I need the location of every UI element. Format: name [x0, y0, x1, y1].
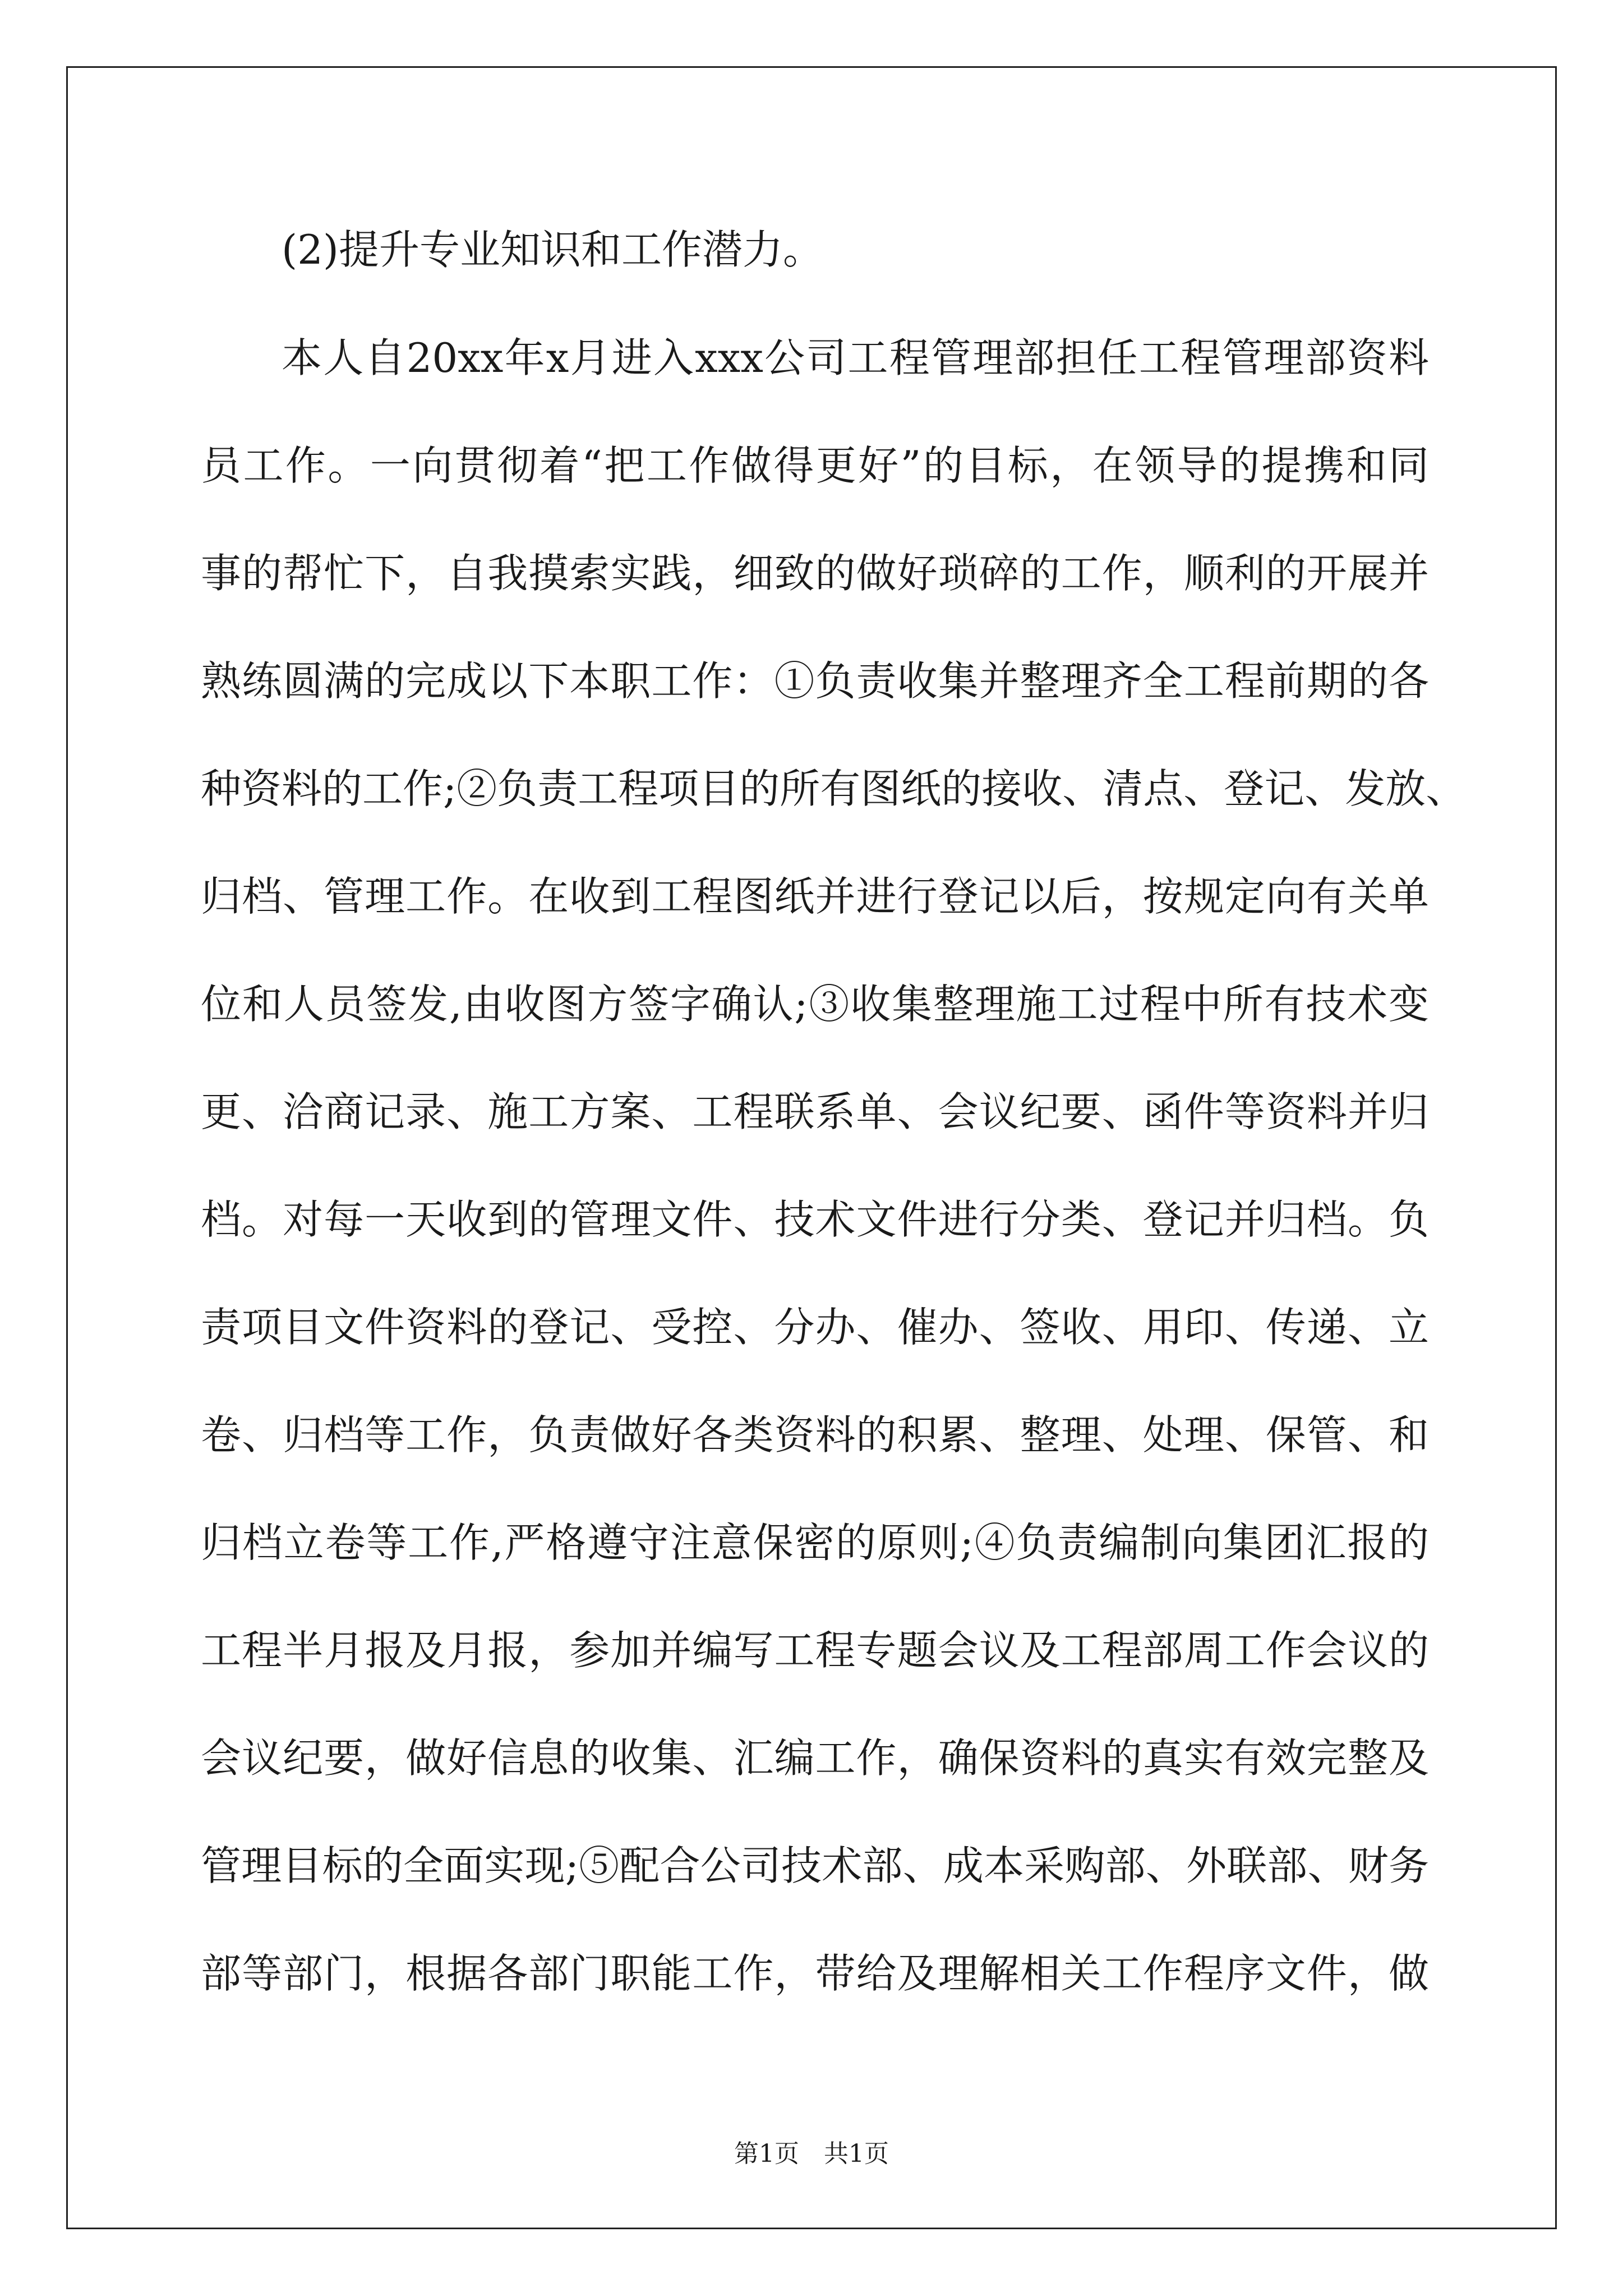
paragraph-line: 卷、归档等工作，负责做好各类资料的积累、整理、处理、保管、和 — [201, 1411, 1429, 1458]
paragraph-line: 事的帮忙下，自我摸索实践，细致的做好琐碎的工作，顺利的开展并 — [201, 550, 1429, 597]
paragraph-line: 员工作。一向贯彻着“把工作做得更好”的目标，在领导的提携和同 — [201, 442, 1429, 489]
paragraph-line: 更、洽商记录、施工方案、工程联系单、会议纪要、函件等资料并归 — [201, 1088, 1429, 1135]
paragraph-line: 责项目文件资料的登记、受控、分办、催办、签收、用印、传递、立 — [201, 1304, 1429, 1351]
page-border — [66, 66, 1557, 2229]
paragraph-line: 本人自20xx年x月进入xxx公司工程管理部担任工程管理部资料 — [282, 334, 1429, 381]
paragraph-line: 部等部门，根据各部门职能工作，带给及理解相关工作程序文件，做 — [201, 1950, 1429, 1997]
paragraph-line: 归档、管理工作。在收到工程图纸并进行登记以后，按规定向有关单 — [201, 873, 1429, 920]
paragraph-line: 种资料的工作;②负责工程项目的所有图纸的接收、清点、登记、发放、 — [201, 765, 1467, 812]
paragraph-line: 工程半月报及月报，参加并编写工程专题会议及工程部周工作会议的 — [201, 1627, 1429, 1674]
section-heading: (2)提升专业知识和工作潜力。 — [282, 226, 823, 273]
paragraph-line: 熟练圆满的完成以下本职工作：①负责收集并整理齐全工程前期的各 — [201, 657, 1429, 705]
page-footer: 第1页 共1页 — [734, 2139, 889, 2168]
paragraph-line: 位和人员签发,由收图方签字确认;③收集整理施工过程中所有技术变 — [201, 981, 1429, 1028]
paragraph-line: 会议纪要，做好信息的收集、汇编工作，确保资料的真实有效完整及 — [201, 1734, 1429, 1782]
paragraph-line: 归档立卷等工作,严格遵守注意保密的原则;④负责编制向集团汇报的 — [201, 1519, 1429, 1566]
paragraph-line: 管理目标的全面实现;⑤配合公司技术部、成本采购部、外联部、财务 — [201, 1842, 1429, 1889]
paragraph-line: 档。对每一天收到的管理文件、技术文件进行分类、登记并归档。负 — [201, 1196, 1429, 1243]
